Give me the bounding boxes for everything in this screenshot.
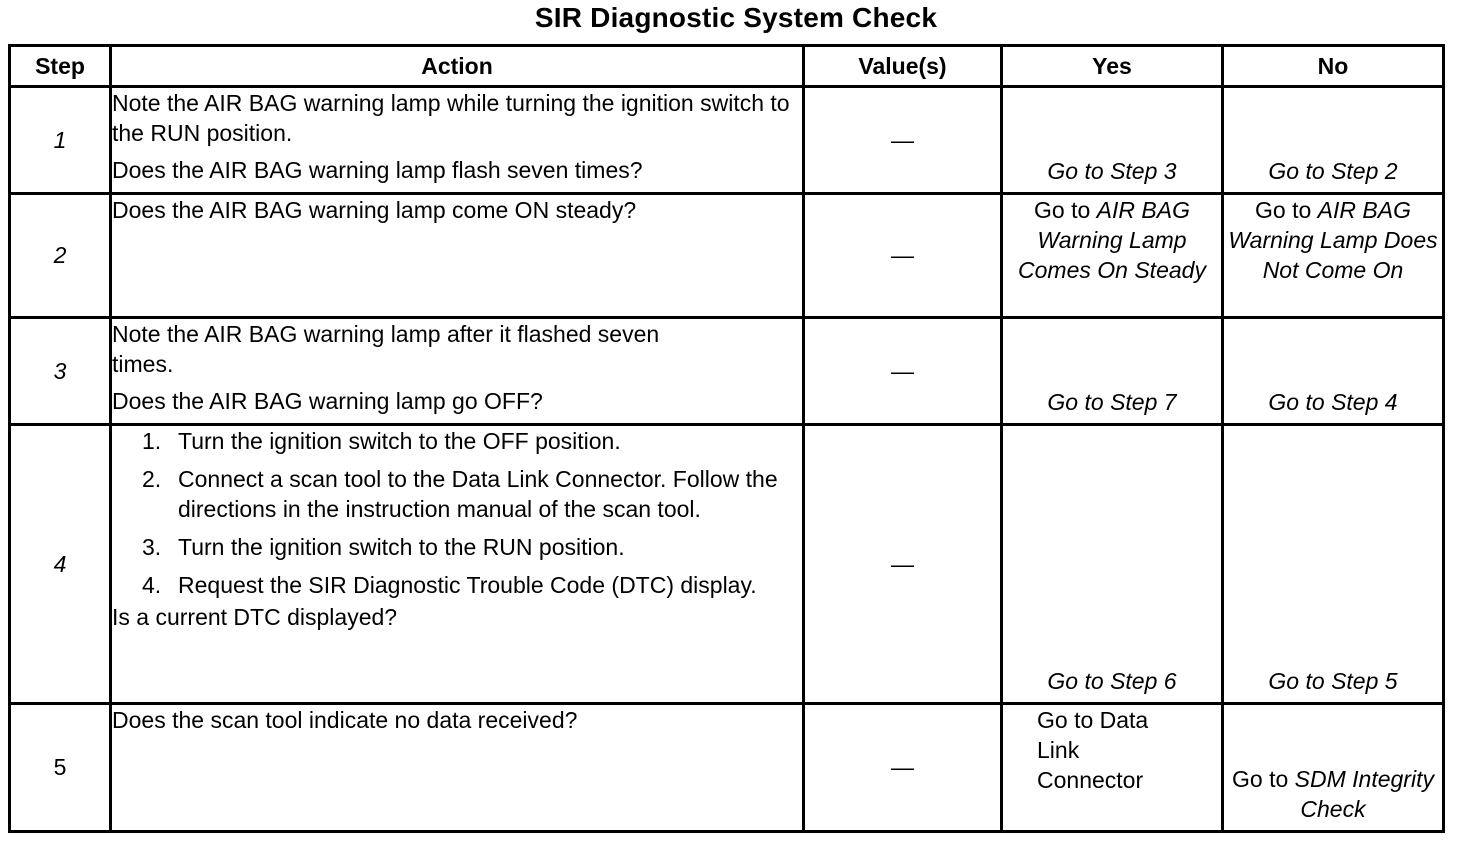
action-instruction: Note the AIR BAG warning lamp after it flashed seven times. (112, 321, 660, 377)
header-action: Action (111, 46, 804, 87)
step-number: 3 (10, 318, 111, 425)
value-cell: — (804, 425, 1002, 704)
list-item (142, 464, 802, 524)
action-cell (111, 425, 804, 704)
action-instruction: Note the AIR BAG warning lamp while turning the ignition switch to the RUN position. (112, 90, 790, 146)
value-cell: — (804, 318, 1002, 425)
table-row (10, 704, 1444, 832)
action-cell (111, 194, 804, 318)
list-item-number: 2. (142, 466, 162, 492)
step-number: 2 (10, 194, 111, 318)
value-cell: — (804, 704, 1002, 832)
header-yes: Yes (1002, 46, 1223, 87)
list-item-text: Request the SIR Diagnostic Trouble Code (DTC) display. (178, 572, 757, 598)
list-item (142, 570, 802, 600)
header-step: Step (10, 46, 111, 87)
goto-prefix: Go to (1255, 197, 1312, 223)
no-link-step-5[interactable]: Go to Step 5 (1223, 425, 1444, 704)
no-link-step-4[interactable]: Go to Step 4 (1223, 318, 1444, 425)
table-row (10, 425, 1444, 704)
value-cell: — (804, 87, 1002, 194)
header-no: No (1223, 46, 1444, 87)
action-question: Does the scan tool indicate no data received? (112, 707, 578, 733)
action-cell (111, 704, 804, 832)
no-link-text[interactable]: AIR BAG Warning Lamp Does Not Come On (1228, 197, 1438, 283)
no-link-lamp-does-not-come-on[interactable] (1223, 194, 1444, 318)
page-title: SIR Diagnostic System Check (534, 2, 938, 33)
step-number: 5 (10, 704, 111, 832)
action-question: Does the AIR BAG warning lamp go OFF? (112, 388, 543, 414)
no-link-sdm-integrity-check[interactable] (1223, 704, 1444, 832)
action-cell (111, 318, 804, 425)
yes-link-step-7[interactable]: Go to Step 7 (1002, 318, 1223, 425)
table-row (10, 318, 1444, 425)
list-item-number: 4. (142, 572, 162, 598)
goto-prefix: Go to (1232, 766, 1289, 792)
table-row (10, 87, 1444, 194)
header-values: Value(s) (804, 46, 1002, 87)
diagnostic-table (8, 44, 1445, 833)
yes-link-text[interactable]: AIR BAG Warning Lamp Comes On Steady (1018, 197, 1206, 283)
action-question: Does the AIR BAG warning lamp flash seven times? (112, 157, 643, 183)
yes-link-text[interactable]: Go to Data Link Connector (1037, 707, 1149, 793)
yes-link-lamp-comes-on-steady[interactable] (1002, 194, 1223, 318)
table-row (10, 194, 1444, 318)
list-item-number: 1. (142, 428, 162, 454)
list-item (142, 426, 802, 456)
yes-link-data-link-connector[interactable] (1002, 704, 1223, 832)
no-link-text[interactable]: SDM Integrity Check (1294, 766, 1434, 822)
list-item-text: Turn the ignition switch to the RUN position. (178, 534, 625, 560)
list-item (142, 532, 802, 562)
table-header-row (10, 46, 1444, 87)
list-item-number: 3. (142, 534, 162, 560)
step-number: 1 (10, 87, 111, 194)
list-item-text: Connect a scan tool to the Data Link Connector. Follow the directions in the instruction manual of the scan tool. (178, 466, 778, 522)
goto-prefix: Go to (1034, 197, 1091, 223)
yes-link-step-3[interactable]: Go to Step 3 (1002, 87, 1223, 194)
action-question: Is a current DTC displayed? (112, 604, 398, 630)
yes-link-step-6[interactable]: Go to Step 6 (1002, 425, 1223, 704)
procedure-list (112, 426, 802, 600)
step-number: 4 (10, 425, 111, 704)
action-question: Does the AIR BAG warning lamp come ON steady? (112, 197, 637, 223)
no-link-step-2[interactable]: Go to Step 2 (1223, 87, 1444, 194)
value-cell: — (804, 194, 1002, 318)
list-item-text: Turn the ignition switch to the OFF position. (178, 428, 621, 454)
action-cell (111, 87, 804, 194)
